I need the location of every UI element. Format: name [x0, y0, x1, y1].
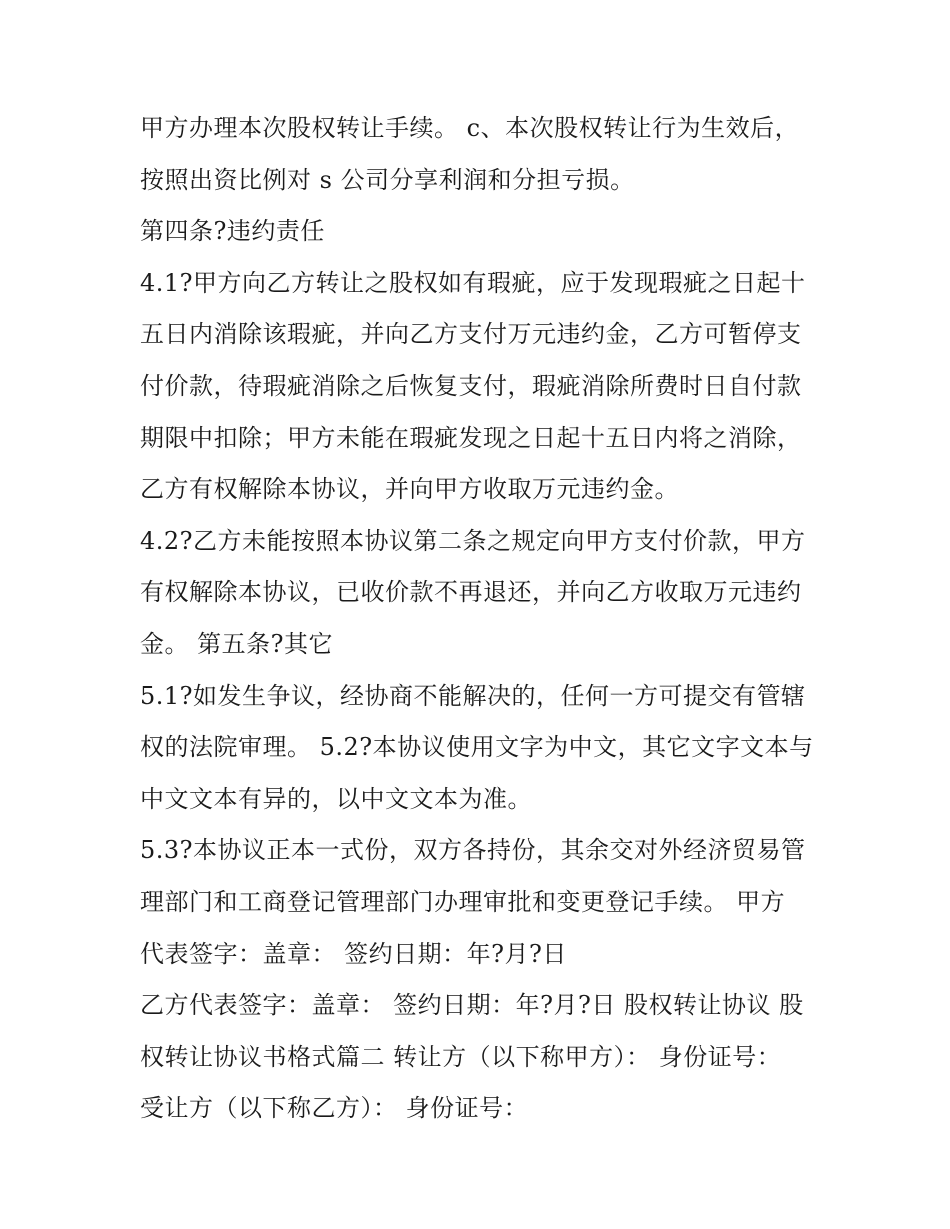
- text-line: 4.1?甲方向乙方转让之股权如有瑕疵，应于发现瑕疵之日起十: [140, 268, 806, 297]
- text-line: 权的法院审理。 5.2?本协议使用文字为中文，其它文字文本与: [140, 733, 814, 762]
- text-line: 期限中扣除；甲方未能在瑕疵发现之日起十五日内将之消除，: [140, 423, 802, 452]
- text-line: 5.1?如发生争议，经协商不能解决的，任何一方可提交有管辖: [140, 681, 806, 710]
- text-line: 金。 第五条?其它: [140, 629, 333, 658]
- section-heading: 第四条?违约责任: [140, 217, 325, 246]
- text-line: 理部门和工商登记管理部门办理审批和变更登记手续。 甲方: [140, 887, 786, 916]
- document-body: [140, 103, 830, 1135]
- text-line: 有权解除本协议，已收价款不再退还，并向乙方收取万元违约: [140, 578, 802, 607]
- text-line: 乙方有权解除本协议，并向甲方收取万元违约金。: [140, 475, 679, 504]
- text-line: 5.3?本协议正本一式份，双方各持份，其余交对外经济贸易管: [140, 836, 806, 865]
- text-line: 甲方办理本次股权转让手续。 c、本次股权转让行为生效后，: [140, 114, 800, 142]
- text-line: 付价款，待瑕疵消除之后恢复支付，瑕疵消除所费时日自付款: [140, 371, 802, 400]
- text-line: 受让方（以下称乙方）： 身份证号：: [140, 1094, 529, 1123]
- text-line: 乙方代表签字：盖章： 签约日期：年?月?日 股权转让协议 股: [140, 991, 804, 1020]
- text-line: 权转让协议书格式篇二 转让方（以下称甲方）： 身份证号：: [140, 1042, 782, 1071]
- text-line: 五日内消除该瑕疵，并向乙方支付万元违约金，乙方可暂停支: [140, 320, 802, 349]
- text-line: 4.2?乙方未能按照本协议第二条之规定向甲方支付价款，甲方: [140, 526, 806, 555]
- text-line: 按照出资比例对 s 公司分享利润和分担亏损。: [140, 165, 635, 194]
- text-line: 代表签字：盖章： 签约日期：年?月?日: [140, 939, 567, 968]
- text-line: 中文文本有异的，以中文文本为准。: [140, 784, 532, 813]
